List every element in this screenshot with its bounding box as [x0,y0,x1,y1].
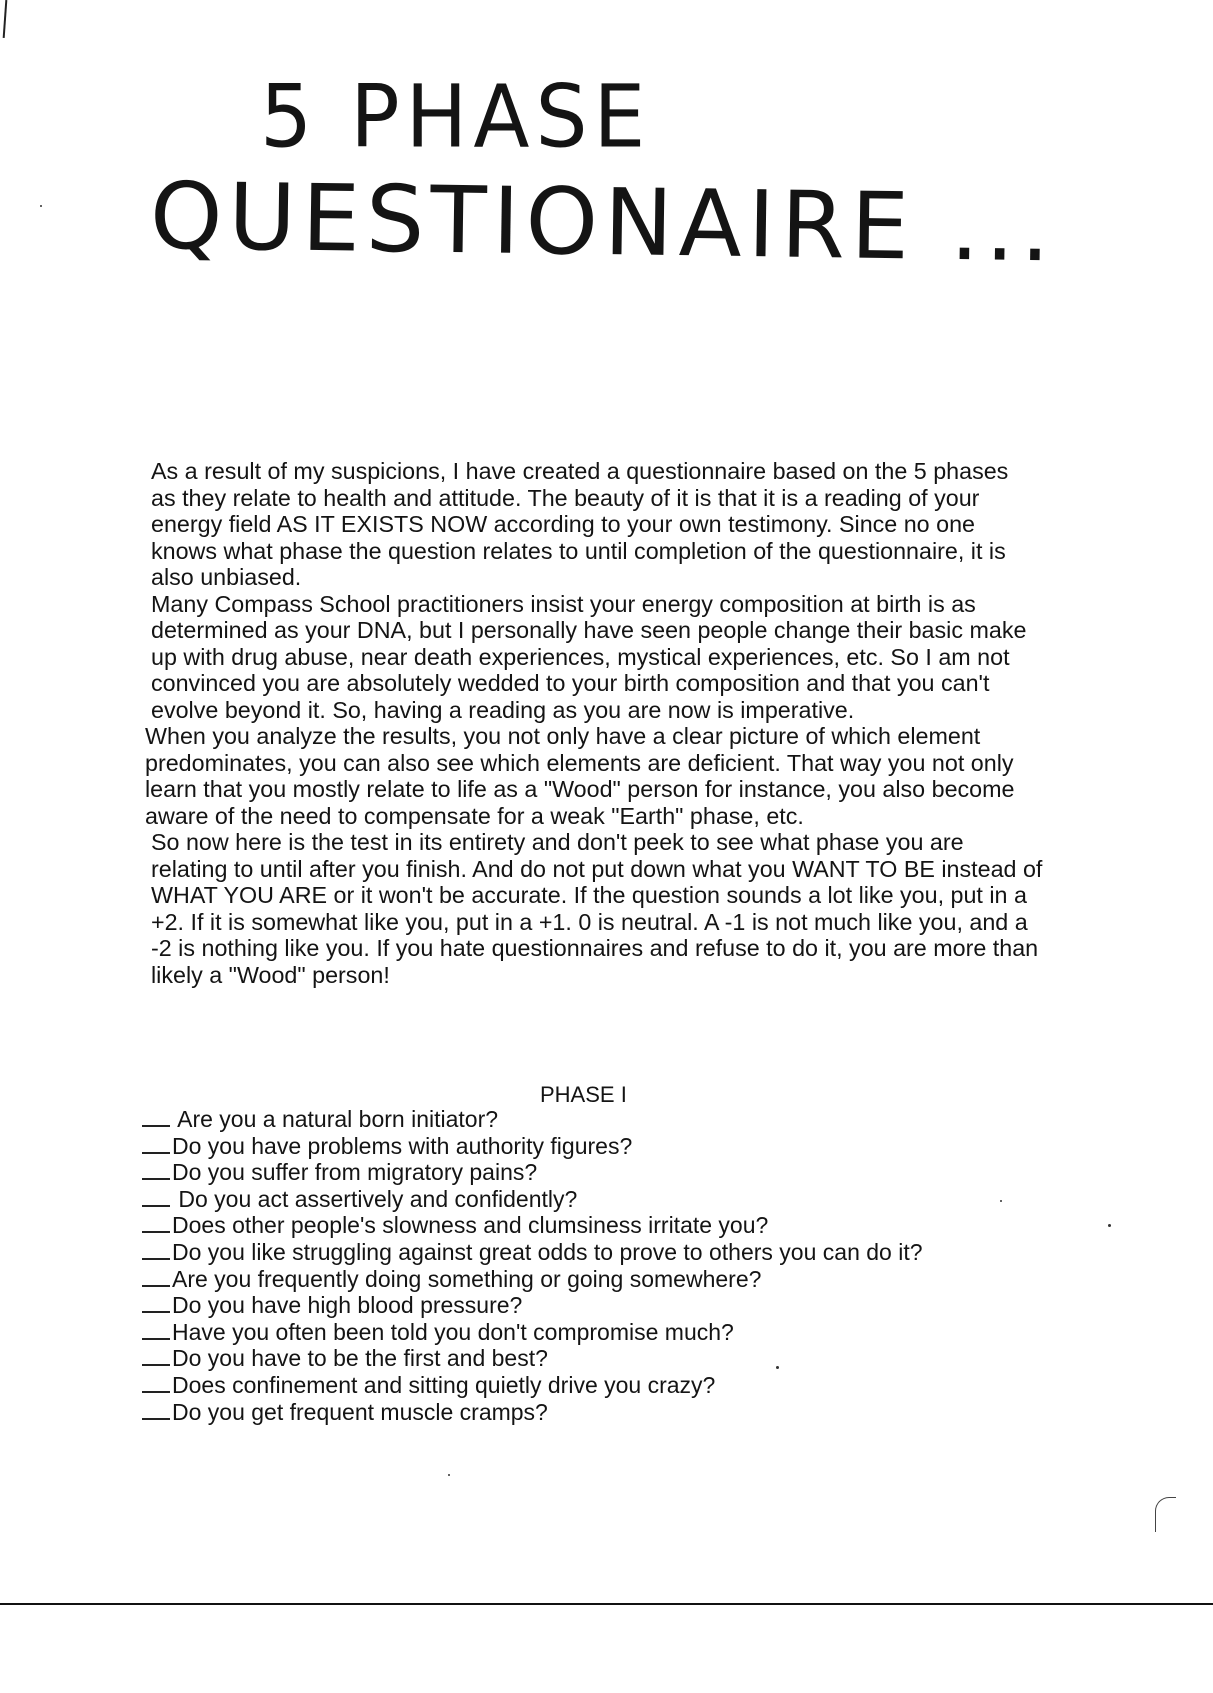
answer-blank[interactable] [142,1373,170,1393]
question-item[interactable] [142,1345,1042,1372]
question-text: Do you have to be the first and best? [172,1345,548,1372]
question-item[interactable] [142,1106,1042,1133]
question-text: Have you often been told you don't compromise much? [172,1318,734,1345]
question-text: Does confinement and sitting quietly drive you crazy? [172,1371,716,1398]
question-text: Are you frequently doing something or going somewhere? [172,1265,762,1292]
scan-speck [1108,1224,1111,1227]
question-text: Do you like struggling against great odds to prove to others you can do it? [172,1238,923,1265]
answer-blank[interactable] [142,1134,170,1154]
question-item[interactable] [142,1372,1042,1399]
intro-paragraph: As a result of my suspicions, I have created a questionnaire based on the 5 phases as they relate to health and attitude. The beauty of it is that it is a reading of your energy field AS IT EXISTS NOW according to your own testimony. Since no one knows what phase the question relates to until completion of the questionnaire, it is also unbiased. [151,458,1009,590]
question-item[interactable] [142,1159,1042,1186]
answer-blank[interactable] [142,1213,170,1233]
answer-blank[interactable] [142,1240,170,1260]
phase-heading: PHASE I [540,1082,627,1107]
scan-corner-curl [1155,1497,1176,1532]
question-item[interactable] [142,1266,1042,1293]
intro-paragraph: Many Compass School practitioners insist your energy composition at birth is as determined as your DNA, but I personally have seen people change their basic make up with drug abuse, near death experiences, mystical experiences, etc. So I am not convinced you are absolutely wedded to your birth composition and that you can't evolve beyond it. So, having a reading as you are now is imperative. [151,590,1027,723]
question-text: Does other people's slowness and clumsiness irritate you? [172,1212,769,1239]
scan-edge-mark [3,0,8,38]
question-item[interactable] [142,1239,1042,1266]
question-text: Do you act assertively and confidently? [178,1185,578,1212]
question-text: Do you get frequent muscle cramps? [172,1398,548,1425]
intro-text [145,458,1110,988]
question-item[interactable] [142,1212,1042,1239]
scan-speck [1000,1200,1002,1202]
question-item[interactable] [142,1133,1042,1160]
answer-blank[interactable] [142,1293,170,1313]
scan-speck [776,1366,779,1369]
page-bottom-edge [0,1603,1213,1605]
title-line-2: QUESTIONAIRE ... [149,163,1057,283]
scan-speck [40,205,42,207]
question-text: Do you have high blood pressure? [172,1292,523,1319]
question-text: Do you suffer from migratory pains? [172,1159,538,1186]
answer-blank[interactable] [142,1320,170,1340]
answer-blank[interactable] [142,1160,170,1180]
title-line-1: 5 PHASE [260,68,652,168]
answer-blank[interactable] [142,1107,170,1127]
answer-blank[interactable] [142,1346,170,1366]
question-item[interactable] [142,1319,1042,1346]
question-item[interactable] [142,1186,1042,1213]
answer-blank[interactable] [142,1400,170,1420]
question-text: Do you have problems with authority figures? [172,1132,633,1159]
scan-speck [448,1474,450,1476]
question-text: Are you a natural born initiator? [177,1106,499,1132]
question-item[interactable] [142,1399,1042,1426]
intro-paragraph: So now here is the test in its entirety and don't peek to see what phase you are relating to until after you finish. And do not put down what you WANT TO BE instead of WHAT YOU ARE or it won't be accurate. If the question sounds a lot like you, put in a +2. If it is somewhat like you, put in a +1. 0 is neutral. A -1 is not much like you, and a -2 is nothing like you. If you hate questionnaires and refuse to do it, you are more than likely a "Wood" person! [151,829,1043,988]
answer-blank[interactable] [142,1187,170,1207]
answer-blank[interactable] [142,1267,170,1287]
question-item[interactable] [142,1292,1042,1319]
intro-paragraph: When you analyze the results, you not only have a clear picture of which element predominates, you can also see which elements are deficient. That way you not only learn that you mostly relate to life as a "Wood" person for instance, you also become aware of the need to compensate for a weak "Earth" phase, etc. [145,723,1015,829]
question-list [142,1106,1042,1425]
